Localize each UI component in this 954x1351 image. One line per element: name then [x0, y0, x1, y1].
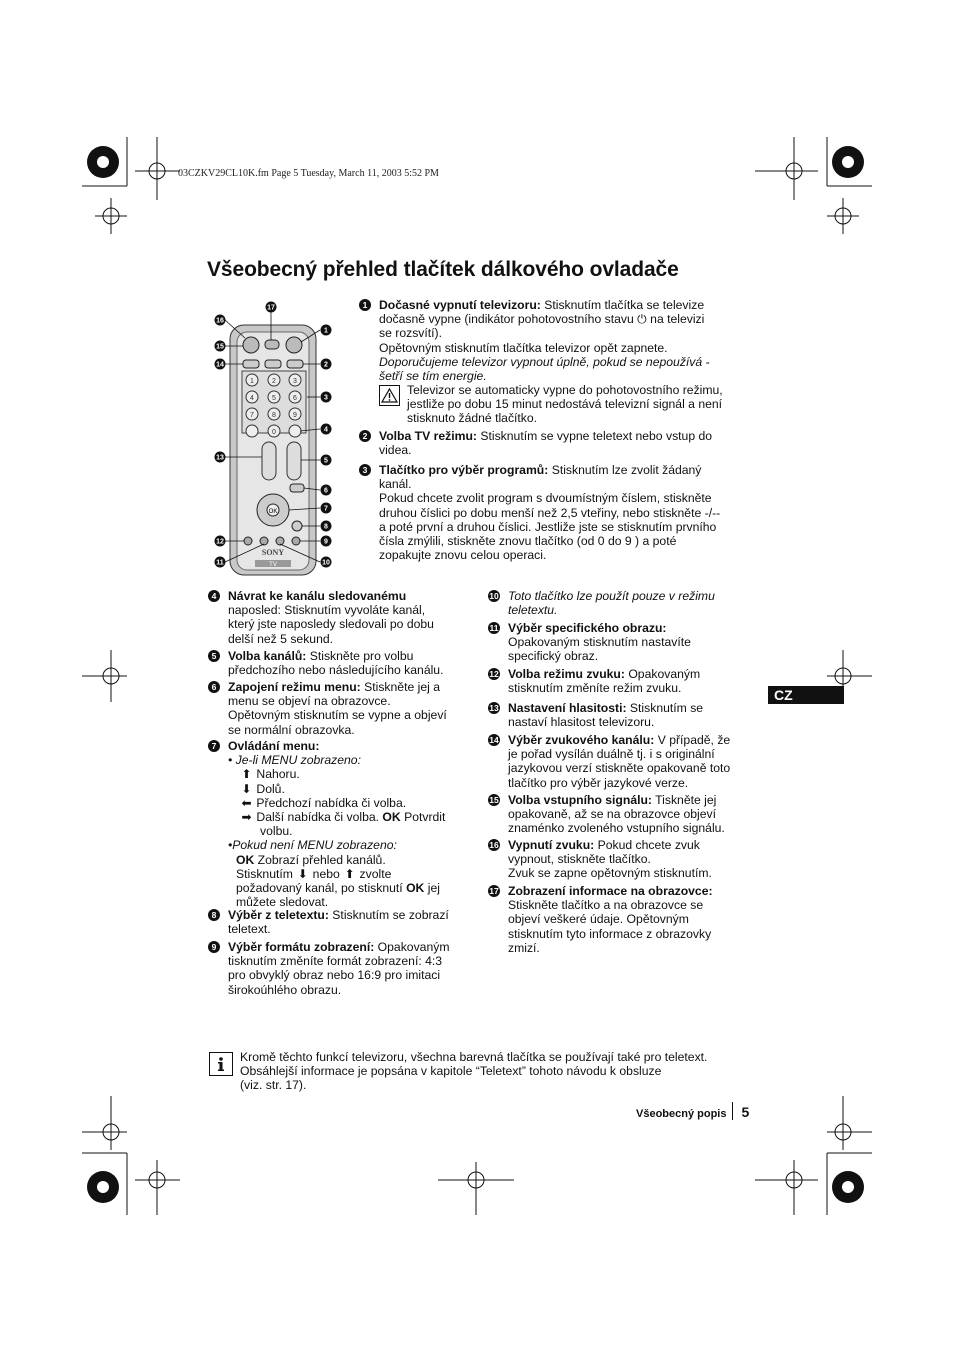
info-note: Kromě těchto funkcí televizoru, všechna barevná tlačítka se používají také pro teletext. Obsáhlejší informace je popsána v kapitole “Teletext” tohoto návodu k obsluze (viz. str. 17). — [240, 1050, 708, 1093]
arrow-up-icon: ⬆ — [241, 767, 252, 782]
volume-rocker — [262, 442, 276, 480]
svg-text:11: 11 — [216, 559, 224, 567]
item-13: 13 Nastavení hlasitosti: Stisknutím se nastaví hlasitost televizoru. — [489, 701, 704, 730]
item-15: 15 Volba vstupního signálu: Tiskněte jej opakovaně, až se na obrazovce objeví znaménko zvoleného vstupního signálu. — [489, 793, 725, 836]
svg-text:4: 4 — [250, 395, 254, 402]
crosshair-mark-r3 — [827, 1096, 872, 1150]
crosshair-mark-l2 — [82, 650, 127, 702]
svg-text:5: 5 — [324, 457, 328, 465]
svg-text:1: 1 — [250, 378, 254, 385]
crosshair-mark-bl — [135, 1160, 180, 1215]
svg-text:4: 4 — [324, 426, 328, 434]
page-title: Všeobecný přehled tlačítek dálkového ovladače — [207, 258, 679, 281]
svg-text:9: 9 — [324, 538, 328, 546]
svg-text:7: 7 — [324, 505, 328, 513]
file-header: 03CZKV29CL10K.fm Page 5 Tuesday, March 11, 2003 5:52 PM — [178, 168, 439, 179]
svg-text:3: 3 — [293, 378, 297, 385]
starburst-mark-tl — [87, 146, 119, 178]
footer-section: Všeobecný popis — [636, 1108, 727, 1120]
svg-text:2: 2 — [272, 378, 276, 385]
menu-button — [290, 484, 304, 492]
warning-icon — [379, 385, 400, 406]
svg-text:17: 17 — [267, 304, 275, 312]
program-rocker — [287, 442, 301, 480]
svg-text:6: 6 — [324, 487, 328, 495]
item-2: 2 Volba TV režimu: Stisknutím se vypne teletext nebo vstup do videa. — [359, 429, 749, 457]
arrow-up-icon: ⬆ — [344, 866, 355, 881]
svg-text:6: 6 — [293, 395, 297, 402]
svg-text:13: 13 — [216, 454, 224, 462]
item-6: 6 Zapojení režimu menu: Stiskněte jej a menu se objeví na obrazovce. Opětovným stisknutím se vypne a objeví se normální obrazovka. — [208, 680, 473, 737]
crosshair-mark-l1 — [95, 198, 127, 234]
svg-text:SONY: SONY — [261, 548, 285, 557]
svg-text:14: 14 — [216, 361, 224, 369]
svg-text:5: 5 — [272, 395, 276, 402]
svg-text:2: 2 — [324, 361, 328, 369]
crosshair-mark-tr — [755, 137, 818, 200]
arrow-right-icon: ➡ — [241, 810, 252, 825]
crosshair-mark-br — [755, 1160, 818, 1215]
language-tab: CZ — [768, 686, 844, 704]
warning-note: Televizor se automaticky vypne do pohotovostního režimu, jestliže po dobu 15 minut nedostává televizní signál a není stisknuto žádné tlačítko. — [379, 383, 741, 426]
svg-text:TV: TV — [269, 562, 277, 568]
item-3: 3 Tlačítko pro výběr programů: Stisknutím lze zvolit žádaný kanál. Pokud chcete zvolit program s dvoumístným číslem, stiskněte druhou číslici po dobu menší než 2,5 vteřiny, nebo stiskněte -/-- a poté první a druhou číslici. Jestliže jste se stisknutím prvního čísla zmýlili, stiskněte znovu tlačítko (od 0 do 9 ) a poté zopakujte znovu celou operaci. — [359, 463, 749, 562]
svg-text:8: 8 — [324, 523, 328, 531]
svg-text:3: 3 — [324, 394, 328, 402]
item-4: 4 Návrat ke kanálu sledovanému naposled: Stisknutím vyvoláte kanál, který jste naposledy sledovali po dobu delší než 5 sekund. — [208, 589, 473, 646]
svg-text:1: 1 — [324, 327, 328, 335]
arrow-down-icon: ⬇ — [297, 866, 308, 881]
item-16: 16 Vypnutí zvuku: Pokud chcete zvuk vypnout, stiskněte tlačítko. Zvuk se zapne opětovným stisknutím. — [489, 838, 712, 881]
svg-text:OK: OK — [268, 509, 278, 515]
svg-text:0: 0 — [272, 429, 276, 436]
item-9: 9 Výběr formátu zobrazení: Opakovaným tisknutím změníte formát zobrazení: 4:3 pro obvyklý obraz nebo 16:9 pro imitaci širokoúhlého obrazu. — [208, 940, 473, 997]
svg-text:8: 8 — [272, 412, 276, 419]
arrow-down-icon: ⬇ — [241, 781, 252, 796]
item-8: 8 Výběr z teletextu: Stisknutím se zobrazí teletext. — [208, 908, 473, 936]
crosshair-mark-tl — [135, 137, 180, 200]
svg-text:16: 16 — [216, 317, 224, 325]
item-12: 12 Volba režimu zvuku: Opakovaným stisknutím změníte režim zvuku. — [489, 667, 701, 696]
remote-control-illustration — [205, 300, 340, 580]
svg-text:9: 9 — [293, 412, 297, 419]
svg-text:7: 7 — [250, 412, 254, 419]
mute-button — [243, 337, 259, 353]
svg-text:10: 10 — [322, 559, 330, 567]
item-10: 10 Toto tlačítko lze použít pouze v režimu teletextu. — [489, 589, 715, 618]
item-5: 5 Volba kanálů: Stiskněte pro volbu předchozího nebo následujícího kanálu. — [208, 649, 473, 677]
item-11: 11 Výběr specifického obrazu: Opakovaným stisknutím nastavíte specifický obraz. — [489, 621, 691, 664]
page-number: 5 — [741, 1104, 750, 1120]
info-icon — [209, 1052, 233, 1076]
crosshair-mark-bm — [438, 1162, 514, 1215]
info-button — [265, 340, 279, 349]
arrow-left-icon: ⬅ — [241, 795, 252, 810]
crosshair-mark-r1 — [827, 198, 859, 234]
svg-text:12: 12 — [216, 538, 224, 546]
crosshair-mark-l3 — [82, 1096, 127, 1150]
item-14: 14 Výběr zvukového kanálu: V případě, že je pořad vysílán duálně tj. i s originální jazykovou verzí stiskněte opakovaně toto tlačítko pro výběr jazykové verze. — [489, 733, 731, 790]
starburst-mark-bl — [87, 1171, 119, 1203]
svg-text:15: 15 — [216, 343, 224, 351]
page-footer — [636, 1104, 749, 1120]
starburst-mark-tr — [832, 146, 864, 178]
starburst-mark-br — [832, 1171, 864, 1203]
item-17: 17 Zobrazení informace na obrazovce: Stiskněte tlačítko a na obrazovce se objeví veškeré údaje. Opětovným stisknutím tyto informace z obrazovky zmizí. — [489, 884, 713, 955]
item-7: 7 Ovládání menu: • Je-li MENU zobrazeno: ⬆ Nahoru. ⬇ Dolů. ⬅ Předchozí nabídka či volba. ➡ Další nabídka či volba. OK Potvrdit volbu. •Pokud není MENU zobrazeno: OK Zobrazí přehled kanálů. Stisknutím ⬇ nebo ⬆ zvolte požadovaný kanál, po stisknutí OK jej můžete sledovat. — [208, 739, 473, 909]
standby-button — [286, 337, 302, 353]
item-1: 1 Dočasné vypnutí televizoru: Stisknutím tlačítka se televize dočasně vypne (indikátor pohotovostního stavu ⏻ na televizi se rozsvítí). Opětovným stisknutím tlačítka televizor opět zapnete. Doporučujeme televizor vypnout úplně, pokud se nepoužívá - šetří se tím energie. — [359, 298, 749, 383]
